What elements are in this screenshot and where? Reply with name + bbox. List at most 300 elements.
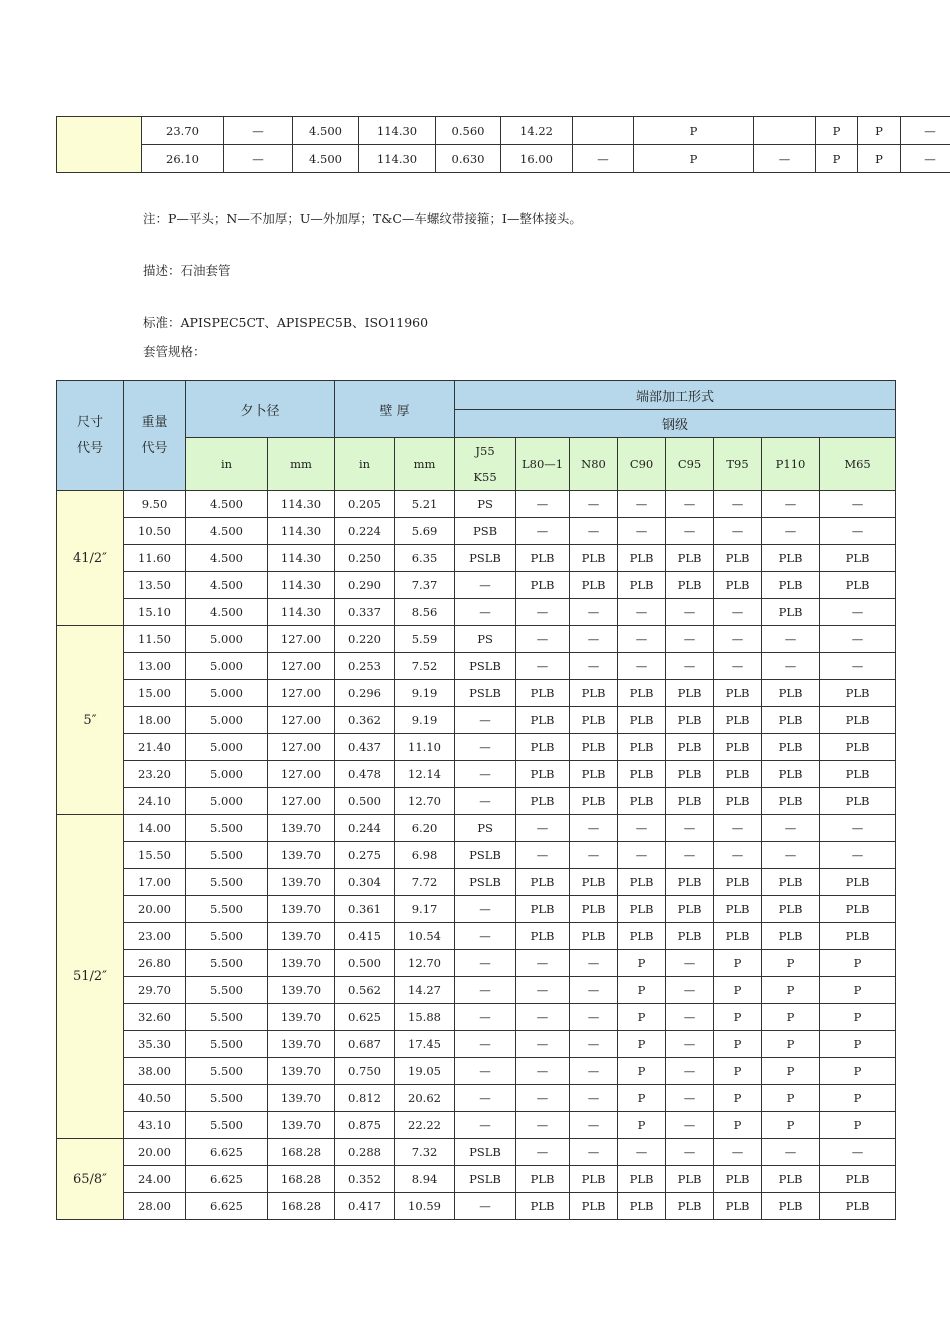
table-cell: 0.304 xyxy=(335,869,395,896)
table-cell: — xyxy=(570,599,618,626)
size-code-cell: 51/2″ xyxy=(57,815,124,1139)
grade-m65: M65 xyxy=(820,438,896,491)
table-cell: 6.625 xyxy=(186,1166,268,1193)
table-cell: 13.50 xyxy=(124,572,186,599)
table-cell: 9.19 xyxy=(395,707,455,734)
table-cell: — xyxy=(455,1004,516,1031)
size-code-cell: 65/8″ xyxy=(57,1139,124,1220)
table-cell: — xyxy=(618,1139,666,1166)
table-cell: PLB xyxy=(666,545,714,572)
table-cell: PLB xyxy=(666,869,714,896)
grade-l80: L80—1 xyxy=(516,438,570,491)
table-cell: — xyxy=(570,1058,618,1085)
table-cell: 5.000 xyxy=(186,707,268,734)
table-cell: P xyxy=(820,950,896,977)
table-cell: — xyxy=(762,1139,820,1166)
table-cell: — xyxy=(455,707,516,734)
table-cell: 5.21 xyxy=(395,491,455,518)
table-cell: PSLB xyxy=(455,545,516,572)
table-cell: 8.56 xyxy=(395,599,455,626)
table-cell: 5.500 xyxy=(186,1004,268,1031)
table-cell: 0.625 xyxy=(335,1004,395,1031)
table-row xyxy=(57,788,896,815)
table-cell: — xyxy=(570,1112,618,1139)
table-cell: 9.17 xyxy=(395,896,455,923)
table-cell: — xyxy=(570,1139,618,1166)
table-cell: 139.70 xyxy=(268,923,335,950)
table-cell: PLB xyxy=(516,869,570,896)
table-row xyxy=(57,145,950,173)
table-cell: — xyxy=(516,518,570,545)
header-row xyxy=(57,381,896,410)
table-cell: P xyxy=(820,1112,896,1139)
table-cell: — xyxy=(666,518,714,545)
table-cell: PLB xyxy=(570,761,618,788)
table-cell: — xyxy=(455,572,516,599)
table-cell: 0.562 xyxy=(335,977,395,1004)
table-cell: P xyxy=(858,145,901,173)
table-cell: — xyxy=(516,950,570,977)
table-cell: 0.352 xyxy=(335,1166,395,1193)
header-weight-code xyxy=(124,381,186,491)
table-cell: 4.500 xyxy=(186,599,268,626)
table-cell: 0.288 xyxy=(335,1139,395,1166)
header-label: 尺寸 xyxy=(76,414,103,430)
table-cell: PLB xyxy=(714,572,762,599)
table-cell: P xyxy=(762,950,820,977)
table-cell: — xyxy=(666,815,714,842)
table-cell: 114.30 xyxy=(359,117,436,145)
table-cell: — xyxy=(901,145,950,173)
table-cell: P xyxy=(820,977,896,1004)
table-cell: PLB xyxy=(666,1166,714,1193)
table-cell: PLB xyxy=(570,1166,618,1193)
table-cell: — xyxy=(762,626,820,653)
table-cell: — xyxy=(820,626,896,653)
table-cell: 0.253 xyxy=(335,653,395,680)
table-cell: P xyxy=(714,977,762,1004)
table-cell: PSLB xyxy=(455,869,516,896)
table-cell: PLB xyxy=(714,545,762,572)
grade-p110: P110 xyxy=(762,438,820,491)
table-cell: 0.362 xyxy=(335,707,395,734)
table-cell: 0.205 xyxy=(335,491,395,518)
table-cell: — xyxy=(666,491,714,518)
table-cell: PLB xyxy=(820,572,896,599)
table-cell: PLB xyxy=(666,896,714,923)
table-cell: PLB xyxy=(762,572,820,599)
table-cell: PLB xyxy=(516,1193,570,1220)
unit-mm: mm xyxy=(268,438,335,491)
table-cell: P xyxy=(762,977,820,1004)
table-cell: 0.500 xyxy=(335,950,395,977)
table-cell: — xyxy=(455,1058,516,1085)
table-cell: — xyxy=(516,1139,570,1166)
table-cell: — xyxy=(455,761,516,788)
table-cell: 5.500 xyxy=(186,1058,268,1085)
table-cell: 20.00 xyxy=(124,896,186,923)
table-cell: 5.000 xyxy=(186,680,268,707)
table-cell: P xyxy=(820,1058,896,1085)
table-cell: — xyxy=(455,1031,516,1058)
table-cell: — xyxy=(516,491,570,518)
table-cell: 114.30 xyxy=(268,599,335,626)
table-cell: 5.000 xyxy=(186,788,268,815)
table-cell: 24.10 xyxy=(124,788,186,815)
table-cell: PLB xyxy=(820,545,896,572)
table-cell: PLB xyxy=(516,761,570,788)
header-size-code xyxy=(57,381,124,491)
table-cell: PLB xyxy=(570,869,618,896)
table-cell: 6.35 xyxy=(395,545,455,572)
table-cell: P xyxy=(762,1004,820,1031)
table-cell: P xyxy=(762,1058,820,1085)
table-cell: 114.30 xyxy=(268,545,335,572)
table-cell: 20.00 xyxy=(124,1139,186,1166)
table-cell: 0.290 xyxy=(335,572,395,599)
table-cell: 0.812 xyxy=(335,1085,395,1112)
unit-in: in xyxy=(186,438,268,491)
table-cell: — xyxy=(666,626,714,653)
table-cell: PLB xyxy=(714,1193,762,1220)
table-cell: 24.00 xyxy=(124,1166,186,1193)
table-cell: P xyxy=(714,1112,762,1139)
table-cell: 127.00 xyxy=(268,626,335,653)
table-cell: PLB xyxy=(762,680,820,707)
table-cell: PSLB xyxy=(455,680,516,707)
table-cell: PSLB xyxy=(455,1139,516,1166)
table-cell: PLB xyxy=(570,788,618,815)
table-cell: 0.415 xyxy=(335,923,395,950)
table-cell: — xyxy=(570,491,618,518)
table-cell: — xyxy=(754,145,816,173)
table-cell: PLB xyxy=(516,545,570,572)
table-cell: P xyxy=(634,117,754,145)
table-cell: — xyxy=(570,1004,618,1031)
table-cell: 5.500 xyxy=(186,815,268,842)
size-code-cell: 5″ xyxy=(57,626,124,815)
table-cell: P xyxy=(714,1085,762,1112)
table-cell: 168.28 xyxy=(268,1139,335,1166)
table-cell: — xyxy=(570,1031,618,1058)
table-cell: PLB xyxy=(714,1166,762,1193)
table-cell: 10.50 xyxy=(124,518,186,545)
unit-in: in xyxy=(335,438,395,491)
table-cell: — xyxy=(516,1058,570,1085)
table-cell: — xyxy=(516,1031,570,1058)
table-cell: 0.687 xyxy=(335,1031,395,1058)
table-cell: PLB xyxy=(762,1166,820,1193)
table-cell: 6.20 xyxy=(395,815,455,842)
table-cell: 0.250 xyxy=(335,545,395,572)
table-cell: P xyxy=(858,117,901,145)
table-cell: 6.625 xyxy=(186,1193,268,1220)
table-cell: PLB xyxy=(762,923,820,950)
table-cell: 12.14 xyxy=(395,761,455,788)
table-cell: PLB xyxy=(762,734,820,761)
table-cell: PLB xyxy=(570,545,618,572)
table-cell: — xyxy=(820,842,896,869)
table-cell: 5.000 xyxy=(186,653,268,680)
table-cell: PLB xyxy=(666,1193,714,1220)
table-cell: 15.50 xyxy=(124,842,186,869)
table-cell: — xyxy=(455,977,516,1004)
grade-n80: N80 xyxy=(570,438,618,491)
table-cell: 127.00 xyxy=(268,761,335,788)
table-cell: PLB xyxy=(762,896,820,923)
table-cell: P xyxy=(714,950,762,977)
table-cell: — xyxy=(666,977,714,1004)
table-cell: 139.70 xyxy=(268,815,335,842)
table-cell: 139.70 xyxy=(268,1004,335,1031)
table-cell: PLB xyxy=(618,923,666,950)
table-cell: PLB xyxy=(570,734,618,761)
table-cell: 26.10 xyxy=(142,145,224,173)
table-cell: 0.437 xyxy=(335,734,395,761)
table-cell: 5.500 xyxy=(186,869,268,896)
description-text: 描述：石油套管 xyxy=(143,263,231,278)
table-cell: 114.30 xyxy=(359,145,436,173)
table-cell: — xyxy=(666,1004,714,1031)
table-cell: 114.30 xyxy=(268,491,335,518)
table-cell: 11.10 xyxy=(395,734,455,761)
table-header xyxy=(57,381,896,491)
table-cell: 14.00 xyxy=(124,815,186,842)
table-cell: — xyxy=(455,788,516,815)
table-cell: 139.70 xyxy=(268,977,335,1004)
size-code-cell: 41/2″ xyxy=(57,491,124,626)
table-row xyxy=(57,1031,896,1058)
table-cell: PLB xyxy=(714,869,762,896)
table-cell: 15.00 xyxy=(124,680,186,707)
table-cell: 5.59 xyxy=(395,626,455,653)
table-row xyxy=(57,117,950,145)
table-cell: — xyxy=(570,950,618,977)
table-cell: — xyxy=(618,518,666,545)
table-row xyxy=(57,1058,896,1085)
table-cell: — xyxy=(455,950,516,977)
table-cell: — xyxy=(762,842,820,869)
table-cell: 12.70 xyxy=(395,788,455,815)
table-cell: 7.37 xyxy=(395,572,455,599)
table-cell: PS xyxy=(455,491,516,518)
table-cell: 15.88 xyxy=(395,1004,455,1031)
table-row xyxy=(57,950,896,977)
table-cell: 5.500 xyxy=(186,1031,268,1058)
grade-label: K55 xyxy=(473,470,497,484)
table-cell: 9.19 xyxy=(395,680,455,707)
grade-label: J55 xyxy=(475,444,495,458)
table-cell: 114.30 xyxy=(268,518,335,545)
table-cell: 0.275 xyxy=(335,842,395,869)
table-cell: PSLB xyxy=(455,842,516,869)
table-cell: 139.70 xyxy=(268,842,335,869)
table-cell: PLB xyxy=(618,680,666,707)
table-cell: PLB xyxy=(666,680,714,707)
table-cell: 5.500 xyxy=(186,896,268,923)
grade-c90: C90 xyxy=(618,438,666,491)
table-cell: — xyxy=(570,815,618,842)
table-cell: P xyxy=(820,1004,896,1031)
table-cell: — xyxy=(618,626,666,653)
table-cell: 5.500 xyxy=(186,950,268,977)
table-cell: — xyxy=(762,653,820,680)
table-cell: — xyxy=(901,117,950,145)
table-row xyxy=(57,977,896,1004)
table-cell: — xyxy=(714,842,762,869)
table-cell: PLB xyxy=(714,896,762,923)
table-cell: P xyxy=(618,950,666,977)
table-cell: 168.28 xyxy=(268,1166,335,1193)
table-cell: 13.00 xyxy=(124,653,186,680)
standard-text: 标准：APISPEC5CT、APISPEC5B、ISO11960 xyxy=(143,315,429,330)
table-cell: PLB xyxy=(516,572,570,599)
table-cell: 0.417 xyxy=(335,1193,395,1220)
table-cell: — xyxy=(570,653,618,680)
table-cell: 0.244 xyxy=(335,815,395,842)
table-cell: 14.27 xyxy=(395,977,455,1004)
table-cell: 9.50 xyxy=(124,491,186,518)
table-cell: PLB xyxy=(666,923,714,950)
table-cell: PLB xyxy=(618,572,666,599)
table-cell: 10.54 xyxy=(395,923,455,950)
table-cell: 127.00 xyxy=(268,788,335,815)
table-body xyxy=(57,491,896,1220)
table-cell: PLB xyxy=(618,761,666,788)
table-row xyxy=(57,1166,896,1193)
header-end-processing: 端部加工形式 xyxy=(455,381,896,410)
table-cell: PLB xyxy=(820,1166,896,1193)
table-cell: PLB xyxy=(666,572,714,599)
table-cell: 4.500 xyxy=(186,572,268,599)
table-cell: — xyxy=(714,491,762,518)
table-cell: — xyxy=(820,518,896,545)
table-cell: 0.875 xyxy=(335,1112,395,1139)
table-cell: 0.296 xyxy=(335,680,395,707)
table-cell: PLB xyxy=(570,707,618,734)
casing-spec-table xyxy=(56,380,896,1220)
table-cell: — xyxy=(666,599,714,626)
table-cell: PLB xyxy=(714,923,762,950)
table-cell: 4.500 xyxy=(186,491,268,518)
table-cell: 5.500 xyxy=(186,1085,268,1112)
table-cell: — xyxy=(516,842,570,869)
table-cell: PLB xyxy=(714,707,762,734)
table-cell: — xyxy=(714,815,762,842)
table-cell: P xyxy=(618,1058,666,1085)
table-cell: — xyxy=(516,1004,570,1031)
table-cell: — xyxy=(455,1112,516,1139)
table-cell: PLB xyxy=(762,869,820,896)
table-cell: P xyxy=(634,145,754,173)
table-row xyxy=(57,599,896,626)
table-row xyxy=(57,572,896,599)
table-cell: — xyxy=(570,518,618,545)
table-cell: — xyxy=(666,1031,714,1058)
table-cell: P xyxy=(618,1112,666,1139)
header-label: 代号 xyxy=(141,440,168,456)
table-cell: 139.70 xyxy=(268,1112,335,1139)
table-cell: 20.62 xyxy=(395,1085,455,1112)
table-cell: — xyxy=(820,1139,896,1166)
table-cell: 32.60 xyxy=(124,1004,186,1031)
header-outer-diameter: 夕卜径 xyxy=(186,381,335,438)
table-cell: PLB xyxy=(762,788,820,815)
table-cell: — xyxy=(714,653,762,680)
table-cell: — xyxy=(570,1085,618,1112)
table-cell: — xyxy=(666,653,714,680)
table-cell: 14.22 xyxy=(501,117,573,145)
grade-t95: T95 xyxy=(714,438,762,491)
table-cell: 139.70 xyxy=(268,896,335,923)
table-cell: PLB xyxy=(516,680,570,707)
table-cell: 5.000 xyxy=(186,734,268,761)
table-cell: PLB xyxy=(820,923,896,950)
table-cell: PLB xyxy=(618,788,666,815)
table-cell: 5.500 xyxy=(186,842,268,869)
table-cell: 0.478 xyxy=(335,761,395,788)
table-cell: — xyxy=(516,1112,570,1139)
table-cell: 19.05 xyxy=(395,1058,455,1085)
table-cell: — xyxy=(714,518,762,545)
table-cell: 114.30 xyxy=(268,572,335,599)
table-cell: PLB xyxy=(714,761,762,788)
table-cell: 5.500 xyxy=(186,977,268,1004)
table-cell: P xyxy=(714,1058,762,1085)
table-row xyxy=(57,923,896,950)
spec-title: 套管规格： xyxy=(143,344,206,359)
table-cell: PLB xyxy=(618,734,666,761)
table-cell: 38.00 xyxy=(124,1058,186,1085)
table-cell: PLB xyxy=(714,734,762,761)
table-row xyxy=(57,545,896,572)
table-cell: 21.40 xyxy=(124,734,186,761)
table-cell: — xyxy=(618,653,666,680)
table-cell: 127.00 xyxy=(268,734,335,761)
table-cell: PLB xyxy=(820,707,896,734)
table-row xyxy=(57,626,896,653)
table-cell: PLB xyxy=(762,707,820,734)
table-cell: PLB xyxy=(820,896,896,923)
size-cell xyxy=(57,117,142,173)
table-cell: — xyxy=(516,653,570,680)
table-cell: 11.60 xyxy=(124,545,186,572)
table-cell: — xyxy=(714,1139,762,1166)
table-cell xyxy=(573,117,634,145)
table-cell: 4.500 xyxy=(186,545,268,572)
table-cell: — xyxy=(666,1058,714,1085)
table-cell: — xyxy=(618,842,666,869)
table-cell: — xyxy=(570,626,618,653)
table-cell: — xyxy=(714,626,762,653)
table-cell: P xyxy=(762,1112,820,1139)
table-cell: P xyxy=(714,1031,762,1058)
table-cell: PLB xyxy=(666,761,714,788)
table-row xyxy=(57,518,896,545)
table-cell: — xyxy=(455,734,516,761)
table-cell: 139.70 xyxy=(268,1031,335,1058)
table-cell: — xyxy=(820,815,896,842)
table-cell: — xyxy=(224,145,293,173)
table-cell: PLB xyxy=(516,923,570,950)
continuation-table-body xyxy=(57,117,950,173)
table-cell: PLB xyxy=(570,896,618,923)
table-cell: 4.500 xyxy=(186,518,268,545)
table-cell: 6.98 xyxy=(395,842,455,869)
table-cell: PLB xyxy=(820,734,896,761)
table-cell: — xyxy=(762,518,820,545)
table-cell: P xyxy=(762,1031,820,1058)
